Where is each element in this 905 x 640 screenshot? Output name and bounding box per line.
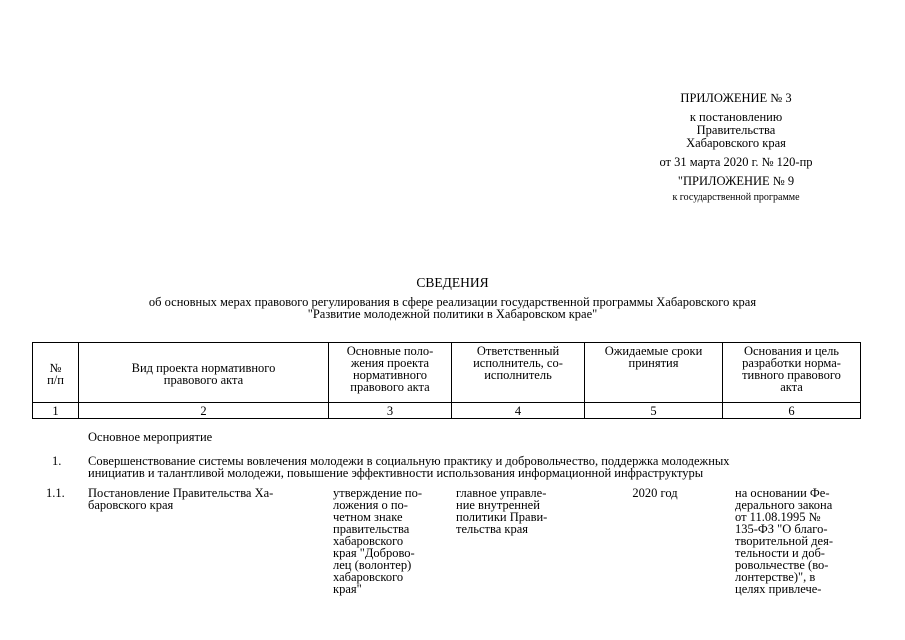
column-number: 6 <box>723 403 861 419</box>
row-number: 1.1. <box>46 486 65 500</box>
header-deadline: Ожидаемые сроки принятия <box>585 343 723 403</box>
header-table <box>32 342 861 419</box>
column-number: 2 <box>79 403 329 419</box>
appendix-region: Хабаровского края <box>686 136 786 150</box>
appendix-government: Правительства <box>696 123 776 137</box>
column-number: 5 <box>585 403 723 419</box>
appendix-title: ПРИЛОЖЕНИЕ № 3 <box>680 91 792 105</box>
item-text-line2: инициатив и талантливой молодежи, повышение эффективности использования информационной инфраструктуры <box>88 466 704 480</box>
header-row <box>33 343 861 403</box>
row-executor: главное управле- ние внутренней политики Прави- тельства края <box>456 486 548 536</box>
appendix-to-resolution: к постановлению <box>689 110 783 124</box>
column-number: 4 <box>452 403 585 419</box>
column-number: 1 <box>33 403 79 419</box>
header-number: № п/п <box>33 343 79 403</box>
main-activity-label: Основное мероприятие <box>88 430 213 444</box>
header-executor: Ответственный исполнитель, со- исполнитель <box>452 343 585 403</box>
column-number-row <box>33 403 861 419</box>
header-provisions: Основные поло- жения проекта нормативного правового акта <box>329 343 452 403</box>
row-act-type: Постановление Правительства Ха- баровского края <box>88 486 274 512</box>
item-text-line1: Совершенствование системы вовлечения молодежи в социальную практику и добровольчество, поддержка молодежных <box>88 454 730 468</box>
column-number: 3 <box>329 403 452 419</box>
header-act-type: Вид проекта нормативного правового акта <box>79 343 329 403</box>
header-basis: Основания и цель разработки норма- тивного правового акта <box>723 343 861 403</box>
appendix-sub-to: к государственной программе <box>672 192 800 203</box>
appendix-date-number: от 31 марта 2020 г. № 120-пр <box>659 155 813 169</box>
document-title: СВЕДЕНИЯ <box>416 275 489 290</box>
appendix-sub-title: "ПРИЛОЖЕНИЕ № 9 <box>677 174 795 188</box>
row-provisions: утверждение по- ложения о по- четном знаке правительства хабаровского края "Доброво- лец (волонтер) хабаровского края" <box>333 486 423 596</box>
row-basis: на основании Фе- дерального закона от 11.08.1995 № 135-ФЗ "О благо- творительной дея- тельности и доб- ровольчестве (во- лонтерстве)", в целях привлече- <box>735 486 833 596</box>
document-subtitle-line2: "Развитие молодежной политики в Хабаровском крае" <box>307 307 598 321</box>
document-subtitle-line1: об основных мерах правового регулирования в сфере реализации государственной программы Хабаровского края <box>148 295 757 309</box>
row-deadline: 2020 год <box>632 486 678 500</box>
item-number: 1. <box>52 454 62 468</box>
